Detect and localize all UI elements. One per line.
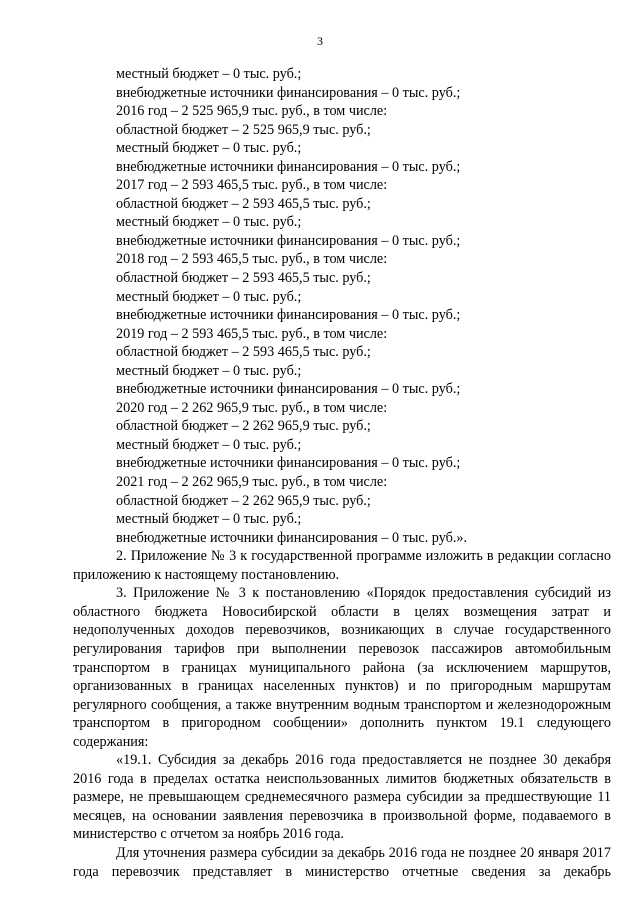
- funding-line: 2016 год – 2 525 965,9 тыс. руб., в том числе:: [116, 103, 388, 120]
- funding-line: внебюджетные источники финансирования – 0 тыс. руб.;: [116, 381, 461, 398]
- page-number: 3: [317, 34, 323, 48]
- funding-line: внебюджетные источники финансирования – 0 тыс. руб.;: [116, 158, 461, 175]
- funding-line: местный бюджет – 0 тыс. руб.;: [116, 140, 302, 157]
- funding-line: 2020 год – 2 262 965,9 тыс. руб., в том числе:: [116, 399, 388, 416]
- funding-line: внебюджетные источники финансирования – 0 тыс. руб.;: [116, 307, 461, 324]
- funding-line: 2019 год – 2 593 465,5 тыс. руб., в том числе:: [116, 325, 388, 342]
- funding-line: внебюджетные источники финансирования – 0 тыс. руб.».: [116, 529, 468, 546]
- funding-line: 2017 год – 2 593 465,5 тыс. руб., в том числе:: [116, 177, 388, 194]
- paragraph-clarification: Для уточнения размера субсидии за декабрь 2016 года не позднее 20 января 2017 года перевозчик представляет в министерство отчетные сведения за декабрь: [73, 844, 611, 880]
- funding-line: внебюджетные источники финансирования – 0 тыс. руб.;: [116, 84, 461, 101]
- funding-line: местный бюджет – 0 тыс. руб.;: [116, 362, 302, 379]
- paragraph-item-2: 2. Приложение № 3 к государственной программе изложить в редакции согласно приложению к настоящему постановлению.: [73, 548, 611, 583]
- document-body: [73, 65, 611, 881]
- funding-line: областной бюджет – 2 262 965,9 тыс. руб.;: [116, 418, 371, 435]
- funding-line: областной бюджет – 2 525 965,9 тыс. руб.;: [116, 121, 371, 138]
- funding-line: местный бюджет – 0 тыс. руб.;: [116, 288, 302, 305]
- funding-line: местный бюджет – 0 тыс. руб.;: [116, 66, 302, 82]
- funding-line: 2021 год – 2 262 965,9 тыс. руб., в том числе:: [116, 474, 388, 491]
- funding-line: внебюджетные источники финансирования – 0 тыс. руб.;: [116, 455, 461, 472]
- funding-line: областной бюджет – 2 262 965,9 тыс. руб.;: [116, 492, 371, 509]
- funding-list: [73, 65, 611, 547]
- funding-line: 2018 год – 2 593 465,5 тыс. руб., в том числе:: [116, 251, 388, 268]
- funding-line: внебюджетные источники финансирования – 0 тыс. руб.;: [116, 232, 461, 249]
- funding-line: областной бюджет – 2 593 465,5 тыс. руб.;: [116, 195, 371, 212]
- funding-line: местный бюджет – 0 тыс. руб.;: [116, 511, 302, 528]
- paragraph-item-3: 3. Приложение № 3 к постановлению «Порядок предоставления субсидий из областного бюджета Новосибирской области в целях возмещения затрат и недополученных доходов перевозчиков, возникающих в случае государственного регулирования тарифов при выполнении перевозок пассажиров автомобильным транспортом в границах муниципального района (за исключением маршрутов, организованных в границах населенных пунктов) и по пригородным маршрутам регулярного сообщения, а также внутренним водным транспортом и железнодорожным транспортом в пригородном сообщении» дополнить пунктом 19.1 следующего содержания:: [73, 585, 611, 750]
- funding-line: областной бюджет – 2 593 465,5 тыс. руб.;: [116, 270, 371, 287]
- funding-line: местный бюджет – 0 тыс. руб.;: [116, 436, 302, 453]
- funding-line: местный бюджет – 0 тыс. руб.;: [116, 214, 302, 231]
- funding-line: областной бюджет – 2 593 465,5 тыс. руб.;: [116, 344, 371, 361]
- paragraph-item-19-1: «19.1. Субсидия за декабрь 2016 года предоставляется не позднее 30 декабря 2016 года в пределах остатка неиспользованных лимитов бюджетных обязательств в размере, не превышающем среднемесячного размера субсидии за предшествующие 11 месяцев, на основании заявления перевозчика в произвольной форме, подаваемого в министерство с отчетом за ноябрь 2016 года.: [73, 752, 611, 843]
